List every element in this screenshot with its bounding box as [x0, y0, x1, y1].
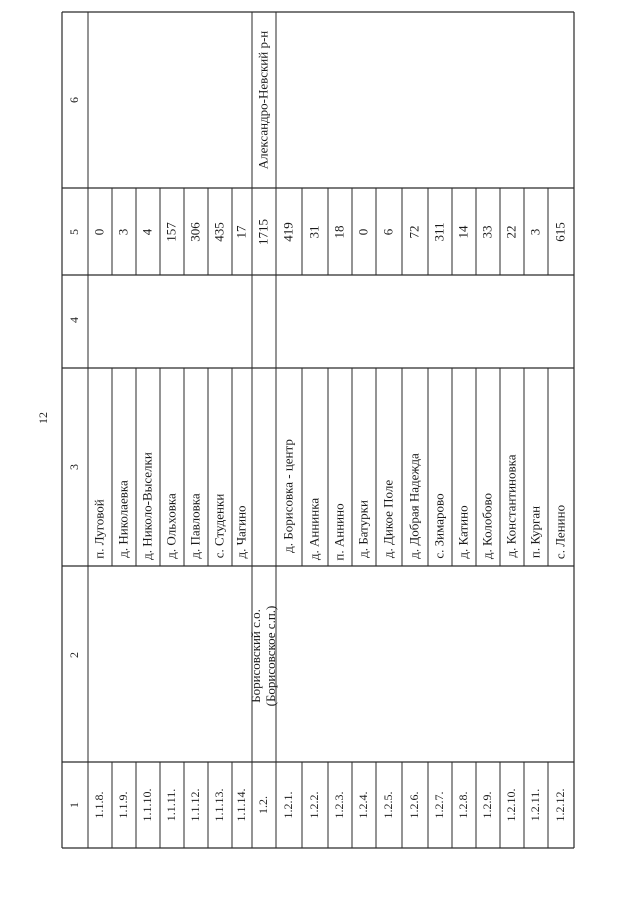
- row-number: 1.2.10.: [504, 788, 519, 822]
- row-number: 1.1.13.: [212, 788, 227, 822]
- row-number: 1.2.3.: [332, 791, 347, 819]
- column-header: 5: [67, 228, 82, 235]
- population-value: 17: [233, 225, 249, 239]
- row-number: 1.1.10.: [140, 788, 155, 822]
- column-header: 2: [67, 652, 82, 658]
- settlement-name: п. Курган: [527, 506, 543, 559]
- row-number: 1.2.7.: [432, 791, 447, 819]
- settlement-name: с. Студенки: [211, 493, 227, 558]
- population-value: 18: [331, 225, 347, 239]
- population-value: 72: [406, 225, 422, 239]
- settlement-name: д. Катино: [455, 505, 471, 559]
- district-name: Борисовский с.о. (Борисовское с.п.): [248, 605, 278, 707]
- population-value: 3: [527, 228, 543, 236]
- population-value: 311: [431, 222, 447, 242]
- settlement-name: д. Батурки: [355, 500, 371, 558]
- population-value: 22: [503, 225, 519, 239]
- population-value: 0: [355, 228, 371, 236]
- settlement-name: д. Чагино: [233, 505, 249, 559]
- row-number: 1.1.9.: [116, 791, 131, 819]
- row-number: 1.1.8.: [92, 791, 107, 819]
- row-number: 1.2.5.: [381, 791, 396, 819]
- population-value: 33: [479, 225, 495, 239]
- population-value: 435: [211, 222, 227, 242]
- settlement-name: с. Зимарово: [431, 493, 447, 559]
- population-value: 419: [280, 222, 296, 242]
- settlement-name: д. Николаевка: [115, 480, 131, 558]
- population-value: 6: [380, 228, 396, 236]
- district-label: Александро-Невский р-н: [255, 30, 271, 170]
- settlement-name: д. Дикое Поле: [380, 479, 396, 559]
- population-value: 3: [115, 228, 131, 236]
- population-value: 0: [91, 228, 107, 236]
- row-number: 1.2.11.: [528, 788, 543, 822]
- column-header: 6: [67, 97, 82, 103]
- settlement-name: д. Борисовка - центр: [280, 439, 296, 553]
- row-number: 1.2.9.: [480, 791, 495, 819]
- population-value: 31: [306, 225, 322, 239]
- population-value: 615: [552, 222, 568, 242]
- page-number: 12: [36, 412, 51, 424]
- population-value: 14: [455, 225, 471, 239]
- settlement-name: д. Константиновка: [503, 454, 519, 558]
- settlement-name: д. Павловка: [187, 493, 203, 559]
- row-number: 1.2.: [256, 796, 271, 814]
- settlement-name: д. Аннинка: [306, 497, 322, 561]
- population-value: 4: [139, 228, 155, 236]
- settlement-name: д. Колобово: [479, 492, 495, 559]
- row-number: 1.1.14.: [234, 788, 249, 822]
- column-header: 3: [67, 464, 82, 470]
- row-number: 1.2.4.: [356, 791, 371, 819]
- population-value: 1715: [255, 219, 271, 245]
- population-value: 306: [187, 222, 203, 242]
- settlement-name: д. Николо-Выселки: [139, 452, 155, 560]
- settlement-name: д. Ольховка: [163, 492, 179, 559]
- row-number: 1.2.6.: [407, 791, 422, 819]
- settlement-name: с. Ленино: [552, 505, 568, 560]
- row-number: 1.2.1.: [281, 791, 296, 819]
- row-number: 1.1.11.: [164, 788, 179, 822]
- row-number: 1.1.12.: [188, 788, 203, 822]
- settlement-name: п. Аннино: [331, 503, 347, 561]
- column-header: 4: [67, 317, 82, 323]
- population-value: 157: [163, 222, 179, 242]
- row-number: 1.2.8.: [456, 791, 471, 819]
- column-header: 1: [67, 802, 82, 808]
- settlement-name: д. Добрая Надежда: [406, 453, 422, 559]
- settlement-name: п. Луговой: [91, 499, 107, 559]
- row-number: 1.2.2.: [307, 791, 322, 819]
- row-number: 1.2.12.: [553, 788, 568, 822]
